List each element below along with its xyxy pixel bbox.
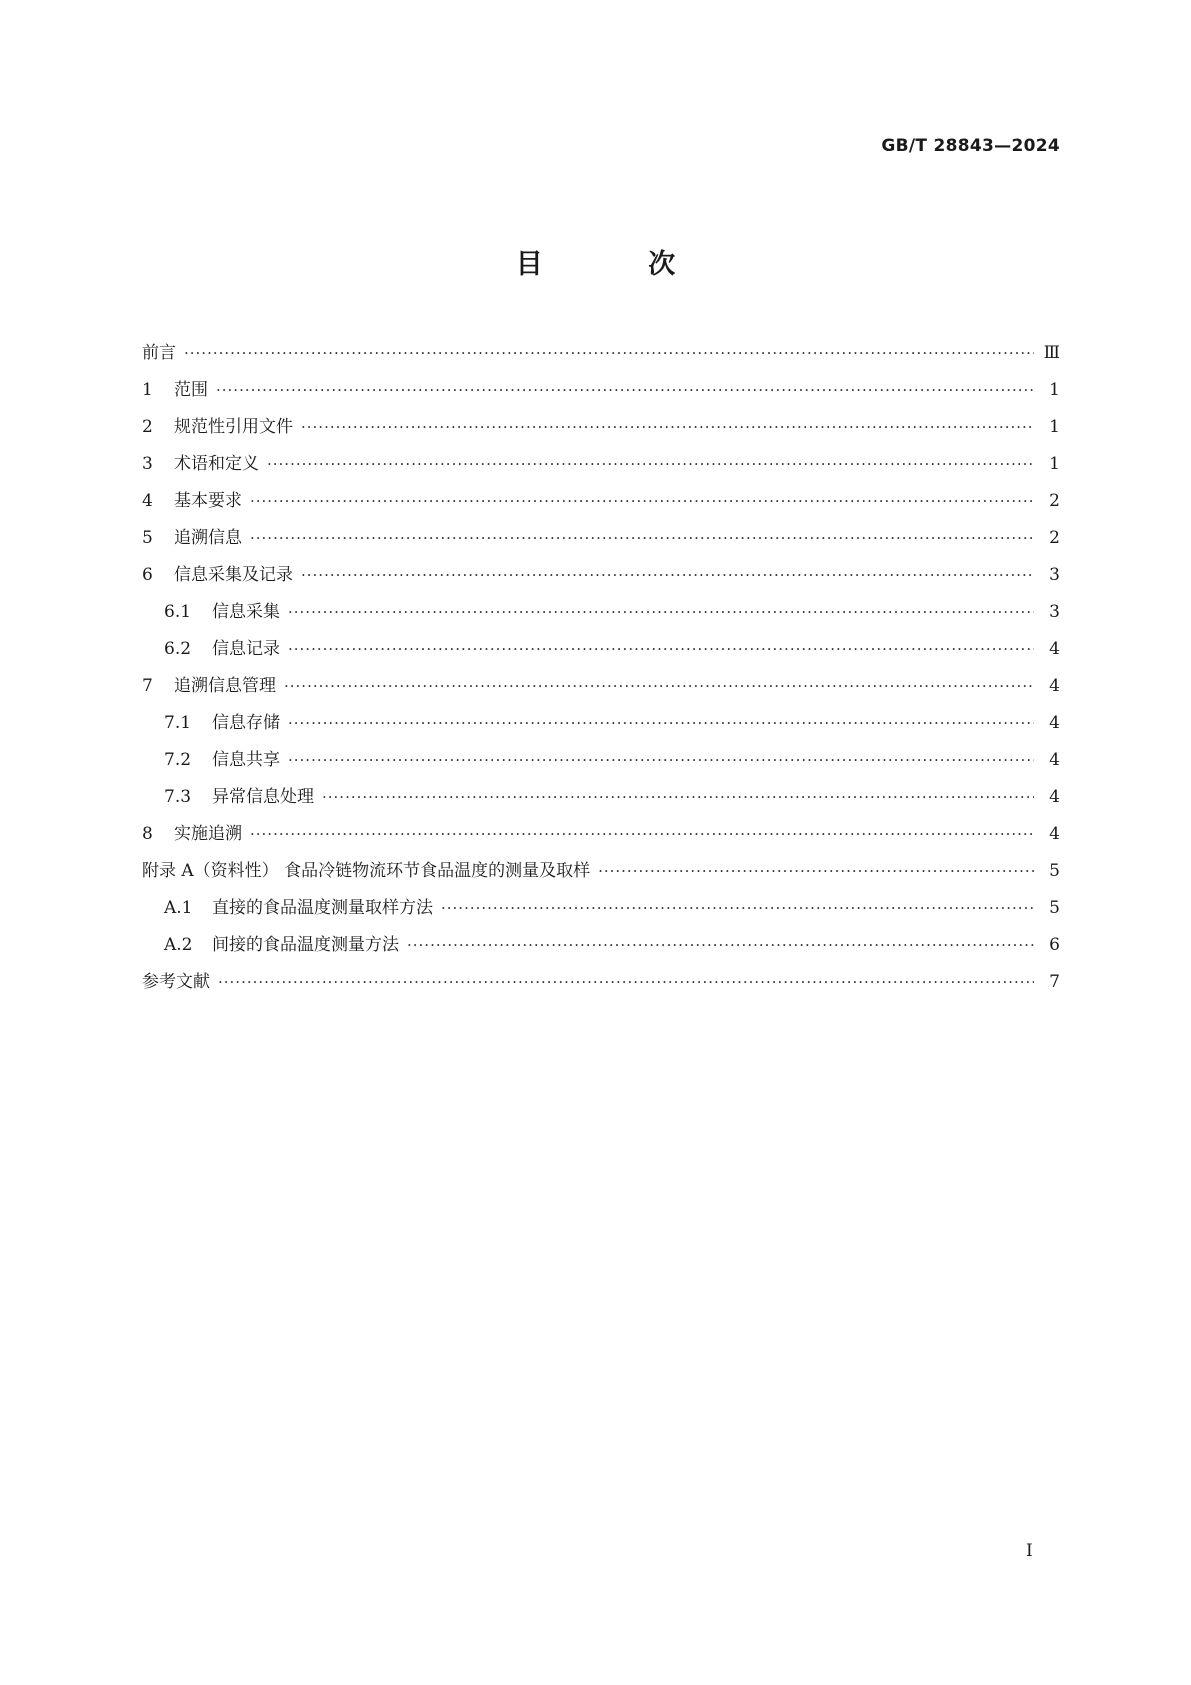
toc-entry[interactable] <box>142 856 1060 893</box>
toc-entry-label: 实施追溯 <box>174 824 242 844</box>
toc-entry-page: 4 <box>1049 824 1060 844</box>
toc-entry-page: 1 <box>1049 454 1060 474</box>
toc-entry-number: A.1 <box>164 898 193 918</box>
toc-entry-label: 参考文献 <box>142 972 210 992</box>
toc-dot-leader <box>322 788 1034 806</box>
toc-entry[interactable] <box>142 930 1060 967</box>
toc-entry[interactable] <box>142 708 1060 745</box>
toc-entry-label: 范围 <box>174 380 208 400</box>
toc-entry-number: 4 <box>142 491 153 511</box>
toc-entry-number: A.2 <box>164 935 193 955</box>
table-of-contents <box>142 338 1060 1004</box>
toc-entry-page: 4 <box>1049 713 1060 733</box>
toc-entry-page: 4 <box>1049 787 1060 807</box>
toc-entry-number: 7.2 <box>164 750 192 770</box>
page-title: 目 次 <box>515 249 724 280</box>
toc-entry-number: 7.1 <box>164 713 192 733</box>
toc-entry-label: 信息采集 <box>212 602 280 622</box>
toc-dot-leader <box>250 492 1034 510</box>
toc-entry-label: 追溯信息管理 <box>174 676 276 696</box>
toc-entry[interactable] <box>142 338 1060 375</box>
toc-entry-label: 间接的食品温度测量方法 <box>212 935 399 955</box>
toc-entry[interactable] <box>142 486 1060 523</box>
toc-entry[interactable] <box>142 449 1060 486</box>
toc-entry-number: 2 <box>142 417 153 437</box>
toc-entry-page: 4 <box>1049 676 1060 696</box>
toc-entry-number: 6.1 <box>164 602 192 622</box>
toc-entry-label: 信息共享 <box>212 750 280 770</box>
page-number: I <box>1026 1541 1033 1561</box>
toc-entry-page: 3 <box>1049 602 1060 622</box>
toc-entry-page: Ⅲ <box>1043 343 1060 363</box>
toc-entry-label: 信息采集及记录 <box>174 565 293 585</box>
toc-entry[interactable] <box>142 745 1060 782</box>
toc-entry-label: 附录 A（资料性） 食品冷链物流环节食品温度的测量及取样 <box>142 861 591 881</box>
toc-dot-leader <box>184 344 1034 362</box>
toc-entry-page: 4 <box>1049 639 1060 659</box>
toc-entry-number: 6.2 <box>164 639 192 659</box>
toc-dot-leader <box>288 603 1034 621</box>
standard-code: GB/T 28843—2024 <box>881 136 1060 156</box>
toc-entry-number: 3 <box>142 454 153 474</box>
toc-dot-leader <box>288 714 1034 732</box>
toc-dot-leader <box>441 899 1034 917</box>
toc-entry[interactable] <box>142 634 1060 671</box>
toc-entry-page: 7 <box>1049 972 1060 992</box>
toc-dot-leader <box>284 677 1034 695</box>
toc-entry-number: 7.3 <box>164 787 192 807</box>
toc-entry-label: 直接的食品温度测量取样方法 <box>212 898 433 918</box>
toc-entry[interactable] <box>142 782 1060 819</box>
toc-entry-number: 7 <box>142 676 153 696</box>
toc-entry-label: 基本要求 <box>174 491 242 511</box>
toc-entry-page: 1 <box>1049 380 1060 400</box>
toc-dot-leader <box>267 455 1034 473</box>
toc-dot-leader <box>250 825 1034 843</box>
toc-dot-leader <box>407 936 1034 954</box>
toc-entry-label: 信息存储 <box>212 713 280 733</box>
toc-entry-number: 5 <box>142 528 153 548</box>
toc-entry-page: 2 <box>1049 528 1060 548</box>
toc-entry-page: 5 <box>1049 898 1060 918</box>
toc-entry[interactable] <box>142 967 1060 1004</box>
toc-dot-leader <box>288 640 1034 658</box>
toc-entry-page: 3 <box>1049 565 1060 585</box>
toc-entry-label: 追溯信息 <box>174 528 242 548</box>
toc-entry[interactable] <box>142 412 1060 449</box>
toc-entry-label: 术语和定义 <box>174 454 259 474</box>
toc-entry-page: 4 <box>1049 750 1060 770</box>
toc-dot-leader <box>301 566 1034 584</box>
toc-entry-page: 2 <box>1049 491 1060 511</box>
toc-entry-number: 6 <box>142 565 153 585</box>
toc-entry-number: 1 <box>142 380 153 400</box>
toc-entry-page: 1 <box>1049 417 1060 437</box>
toc-entry[interactable] <box>142 819 1060 856</box>
toc-entry[interactable] <box>142 523 1060 560</box>
toc-entry[interactable] <box>142 671 1060 708</box>
toc-entry-page: 5 <box>1049 861 1060 881</box>
toc-entry-label: 信息记录 <box>212 639 280 659</box>
toc-entry-label: 异常信息处理 <box>212 787 314 807</box>
toc-dot-leader <box>250 529 1034 547</box>
toc-entry[interactable] <box>142 560 1060 597</box>
toc-entry-number: 8 <box>142 824 153 844</box>
toc-entry-label: 规范性引用文件 <box>174 417 293 437</box>
toc-dot-leader <box>288 751 1034 769</box>
toc-entry[interactable] <box>142 893 1060 930</box>
toc-entry[interactable] <box>142 597 1060 634</box>
toc-dot-leader <box>218 973 1034 991</box>
toc-entry[interactable] <box>142 375 1060 412</box>
toc-entry-label: 前言 <box>142 343 176 363</box>
toc-dot-leader <box>301 418 1034 436</box>
toc-dot-leader <box>216 381 1034 399</box>
toc-dot-leader <box>598 862 1034 880</box>
toc-entry-page: 6 <box>1049 935 1060 955</box>
